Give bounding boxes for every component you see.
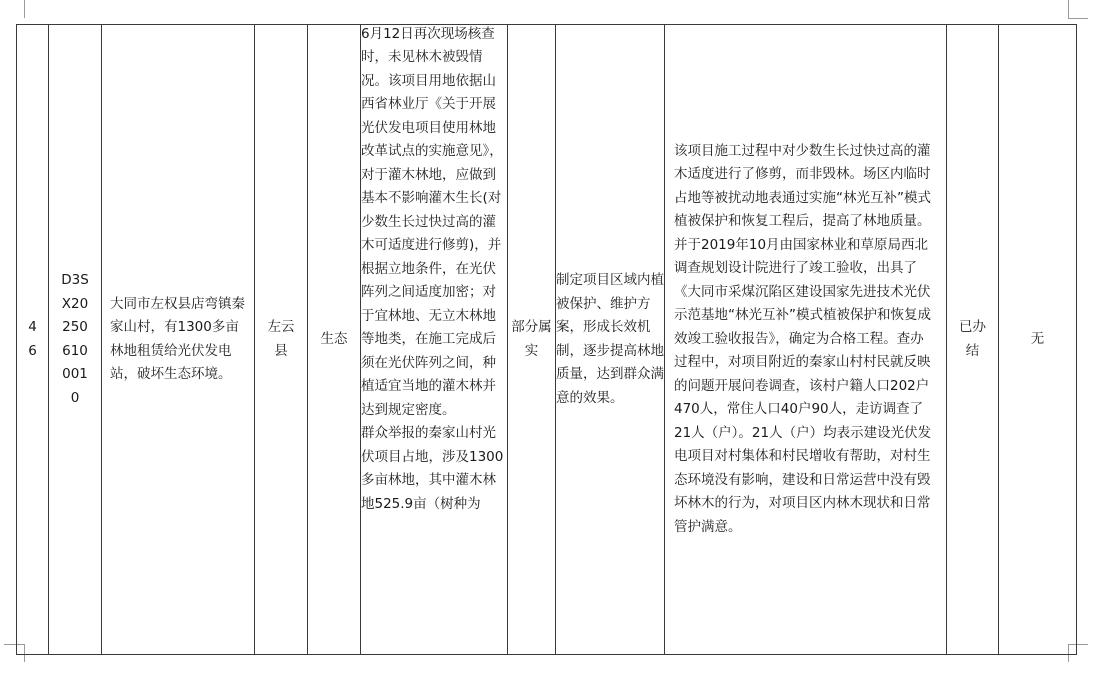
county-cell: 左云县	[255, 25, 308, 655]
crop-mark-top-right-h	[1068, 18, 1088, 19]
row-number: 46	[17, 25, 49, 655]
handling-result-cell: 该项目施工过程中对少数生长过快过高的灌木适度进行了修剪，而非毁林。场区内临时占地等被扰动地表通过实施“林光互补”模式植被保护和恢复工程后，提高了林地质量。并于2019年10月由国家林业和草原局西北调查规划设计院进行了竣工验收，出具了《大同市采煤沉陷区建设国家先进技术光伏示范基地“林光互补”模式植被保护和恢复成效竣工验收报告》，确定为合格工程。查办过程中，对项目附近的秦家山村村民就反映的问题开展问卷调查，该村户籍人口202户470人，常住人口40户90人，走访调查了21人（户）。21人（户）均表示建设光伏发电项目对村集体和村民增收有帮助，对村生态环境没有影响，建设和日常运营中没有毁坏林木的行为，对项目区内林木现状和日常管护满意。	[665, 25, 947, 655]
case-table	[16, 24, 1077, 655]
verdict-cell: 部分属实	[508, 25, 556, 655]
findings-cell	[361, 25, 508, 655]
accountability-cell: 无	[999, 25, 1077, 655]
complaint-description: 大同市左权县店弯镇秦家山村，有1300多亩林地租赁给光伏发电站，破坏生态环境。	[102, 25, 255, 655]
findings-text	[361, 25, 507, 653]
measures-cell: 制定项目区域内植被保护、维护方案，形成长效机制，逐步提高林地质量，达到群众满意的效果。	[556, 25, 665, 655]
table-row	[17, 25, 1077, 655]
crop-mark-top-left-v	[24, 0, 25, 18]
crop-mark-top-right-v	[1068, 0, 1069, 18]
findings-paragraph-2: 群众举报的秦家山村光伏项目占地，涉及1300多亩林地，其中灌木林地525.9亩（树种为	[361, 425, 504, 512]
status-cell: 已办结	[947, 25, 999, 655]
category-cell: 生态	[308, 25, 361, 655]
case-code: D3SX202506100010	[49, 25, 102, 655]
findings-paragraph-1: 6月12日再次现场核查时，未见林木被毁情况。该项目用地依据山西省林业厅《关于开展光伏发电项目使用林地改革试点的实施意见》，对于灌木林地，应做到基本不影响灌木生长(对少数生长过快过高的灌木可适度进行修剪)，并根据立地条件，在光伏阵列之间适度加密；对于宜林地、无立木林地等地类，在施工完成后须在光伏阵列之间，种植适宜当地的灌木林并达到规定密度。	[361, 25, 503, 418]
